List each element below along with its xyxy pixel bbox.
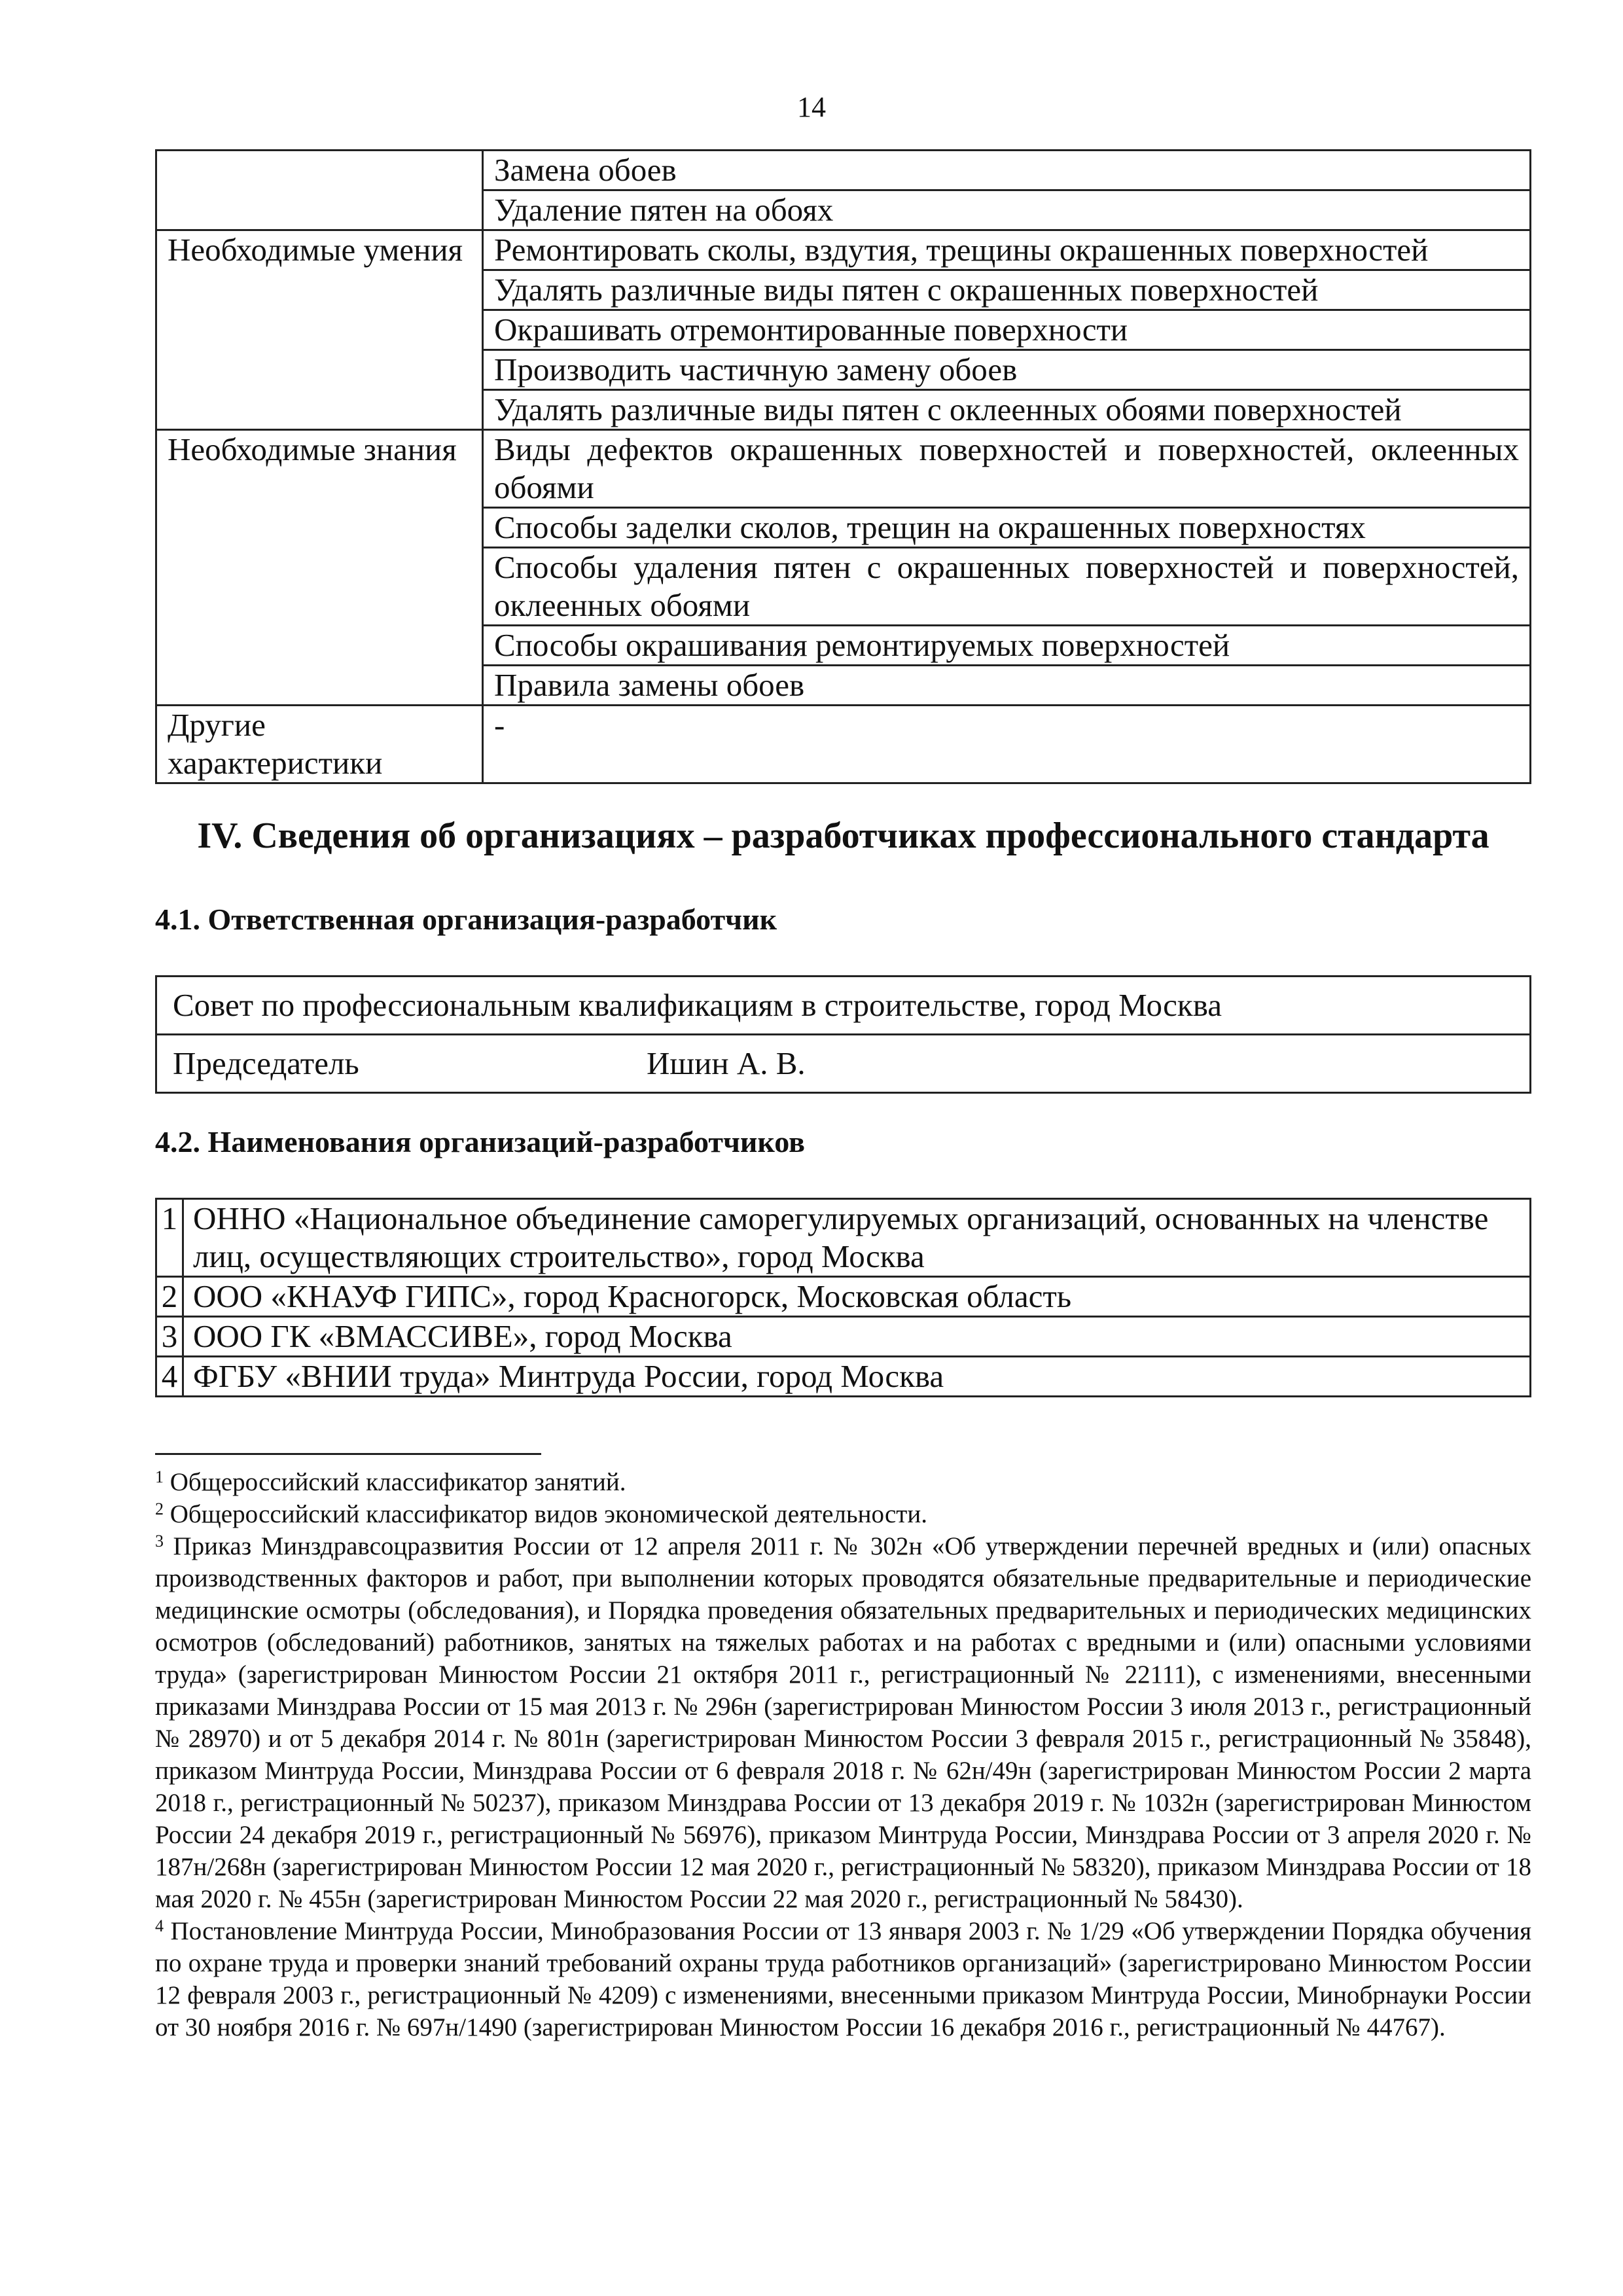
- table-row: [156, 1357, 1531, 1397]
- footnote-mark: 4: [155, 1916, 164, 1935]
- developer-name: ФГБУ «ВНИИ труда» Минтруда России, город Москва: [183, 1357, 1531, 1397]
- developer-name: ООО ГК «ВМАССИВЕ», город Москва: [183, 1317, 1531, 1357]
- table-row: [156, 151, 1531, 190]
- developer-name: ООО «КНАУФ ГИПС», город Красногорск, Московская область: [183, 1277, 1531, 1317]
- footnote-text: Постановление Минтруда России, Минобразования России от 13 января 2003 г. № 1/29 «Об утверждении Порядка обучения по охране труда и проверки знаний требований охраны труда работников организаций» (зарегистрировано Минюстом России 12 февраля 2003 г., регистрационный № 4209) с изменениями, внесенными приказом Минтруда России, Минобрнауки России от 30 ноября 2016 г. № 697н/1490 (зарегистрирован Минюстом России 16 декабря 2016 г., регистрационный № 44767).: [155, 1917, 1532, 2041]
- table-cell: Производить частичную замену обоев: [483, 350, 1531, 390]
- row-number: 3: [156, 1317, 183, 1357]
- row-number: 2: [156, 1277, 183, 1317]
- table-row: [156, 706, 1531, 783]
- footnote-divider: [155, 1453, 541, 1455]
- table-row: [156, 430, 1531, 508]
- row-number: 4: [156, 1357, 183, 1397]
- table-cell: Замена обоев: [483, 151, 1531, 190]
- other-label: Другие характеристики: [156, 706, 483, 783]
- table-row: [156, 1277, 1531, 1317]
- table-cell: -: [483, 706, 1531, 783]
- table-cell: Ремонтировать сколы, вздутия, трещины окрашенных поверхностей: [483, 230, 1531, 270]
- table-cell: Правила замены обоев: [483, 666, 1531, 706]
- footnote-mark: 2: [155, 1499, 164, 1518]
- footnote-text: Приказ Минздравсоцразвития России от 12 апреля 2011 г. № 302н «Об утверждении перечней вредных и (или) опасных производственных факторов и работ, при выполнении которых проводятся обязательные предварительные и периодические медицинские осмотры (обследования), и Порядка проведения обязательных предварительных и периодических медицинских осмотров (обследований) работников, занятых на тяжелых работах и на работах с вредными и (или) опасными условиями труда» (зарегистрирован Минюстом России 21 октября 2011 г., регистрационный № 22111), с изменениями, внесенными приказами Минздрава России от 15 мая 2013 г. № 296н (зарегистрирован Минюстом России 3 июля 2013 г., регистрационный № 28970) и от 5 декабря 2014 г. № 801н (зарегистрирован Минюстом России 3 февраля 2015 г., регистрационный № 35848), приказом Минтруда России, Минздрава России от 6 февраля 2018 г. № 62н/49н (зарегистрирован Минюстом России 2 марта 2018 г., регистрационный № 50237), приказом Минздрава России от 13 декабря 2019 г. № 1032н (зарегистрирован Минюстом России 24 декабря 2019 г., регистрационный № 56976), приказом Минтруда России, Минздрава России от 3 апреля 2020 г. № 187н/268н (зарегистрирован Минюстом России 12 мая 2020 г., регистрационный № 58320), приказом Минздрава России от 18 мая 2020 г. № 455н (зарегистрирован Минюстом России 22 мая 2020 г., регистрационный № 58430).: [155, 1532, 1532, 1913]
- footnote: [155, 1498, 1531, 1530]
- table-cell: Способы заделки сколов, трещин на окрашенных поверхностях: [483, 508, 1531, 548]
- footnote-mark: 1: [155, 1467, 164, 1486]
- footnote: [155, 1530, 1531, 1915]
- footnote-mark: 3: [155, 1532, 164, 1551]
- footnote-text: Общероссийский классификатор видов экономической деятельности.: [169, 1500, 927, 1528]
- developer-name: ОННО «Национальное объединение саморегулируемых организаций, основанных на членстве лиц, осуществляющих строительство», город Москва: [183, 1199, 1531, 1277]
- subsection-4-1-heading: 4.1. Ответственная организация-разработчик: [155, 903, 777, 936]
- table-cell: Удалять различные виды пятен с окрашенных поверхностей: [483, 270, 1531, 310]
- footnote-text: Общероссийский классификатор занятий.: [169, 1468, 626, 1496]
- chairman-name: Ишин А. В.: [647, 1045, 806, 1081]
- subsection-4-2-heading: 4.2. Наименования организаций-разработчиков: [155, 1125, 805, 1158]
- responsible-org-table: [155, 975, 1531, 1094]
- table-cell: Удалять различные виды пятен с оклеенных обоями поверхностей: [483, 390, 1531, 430]
- table-row: [156, 977, 1531, 1035]
- table-row: [156, 1199, 1531, 1277]
- skills-knowledge-table: [155, 149, 1531, 784]
- footnote: [155, 1466, 1531, 1498]
- page-number: 14: [797, 91, 826, 123]
- org-name-cell: Совет по профессиональным квалификациям в строительстве, город Москва: [156, 977, 1531, 1035]
- table-cell: Способы удаления пятен с окрашенных поверхностей и поверхностей, оклеенных обоями: [483, 548, 1531, 626]
- row-number: 1: [156, 1199, 183, 1277]
- table-cell: Виды дефектов окрашенных поверхностей и поверхностей, оклеенных обоями: [483, 430, 1531, 508]
- chairman-label: Председатель: [173, 1045, 359, 1081]
- table-row: [156, 1317, 1531, 1357]
- footnote: [155, 1915, 1531, 2043]
- table-cell: Окрашивать отремонтированные поверхности: [483, 310, 1531, 350]
- knowledge-label: Необходимые знания: [156, 430, 483, 706]
- empty-label-cell: [156, 151, 483, 230]
- chairman-cell: [156, 1035, 1531, 1093]
- developer-orgs-table: [155, 1198, 1531, 1397]
- skills-label: Необходимые умения: [156, 230, 483, 430]
- table-cell: Удаление пятен на обоях: [483, 190, 1531, 230]
- table-cell: Способы окрашивания ремонтируемых поверхностей: [483, 626, 1531, 666]
- table-row: [156, 230, 1531, 270]
- footnotes: [155, 1466, 1531, 2043]
- section-iv-heading: IV. Сведения об организациях – разработчиках профессионального стандарта: [197, 816, 1489, 856]
- table-row: [156, 1035, 1531, 1093]
